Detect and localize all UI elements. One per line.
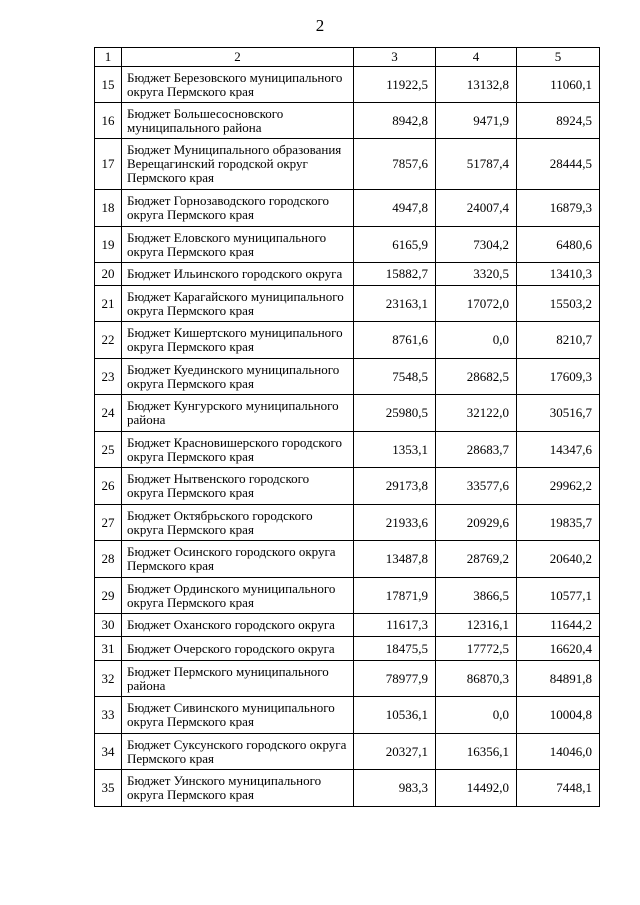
value-col-5-cell: 14046,0 [517,734,600,770]
value-col-4-cell: 28683,7 [436,432,517,468]
table-row [95,770,600,807]
row-number-cell: 15 [95,67,122,103]
table-row [95,227,600,263]
budget-name-cell: Бюджет Сивинского муниципального округа Пермского края [122,697,354,734]
budget-name-cell: Бюджет Березовского муниципального округа Пермского края [122,67,354,103]
row-number-cell: 33 [95,697,122,734]
budget-name-cell: Бюджет Нытвенского городского округа Пермского края [122,468,354,505]
value-col-4-cell: 0,0 [436,697,517,734]
table-header-row [95,48,600,67]
value-col-4-cell: 3320,5 [436,263,517,286]
table-row [95,578,600,614]
value-col-4-cell: 17072,0 [436,286,517,322]
budget-name-cell: Бюджет Очерского городского округа [122,637,354,661]
budget-name-cell: Бюджет Кишертского муниципального округа Пермского края [122,322,354,359]
value-col-3-cell: 7857,6 [354,139,436,190]
value-col-4-cell: 3866,5 [436,578,517,614]
table-row [95,103,600,139]
value-col-3-cell: 17871,9 [354,578,436,614]
value-col-3-cell: 8942,8 [354,103,436,139]
value-col-3-cell: 18475,5 [354,637,436,661]
value-col-5-cell: 14347,6 [517,432,600,468]
value-col-5-cell: 10577,1 [517,578,600,614]
budget-name-cell: Бюджет Оханского городского округа [122,614,354,637]
value-col-5-cell: 11060,1 [517,67,600,103]
table-row [95,468,600,505]
value-col-3-cell: 78977,9 [354,661,436,697]
value-col-5-cell: 28444,5 [517,139,600,190]
row-number-cell: 16 [95,103,122,139]
page-number: 2 [315,16,325,35]
value-col-5-cell: 8924,5 [517,103,600,139]
budget-name-cell: Бюджет Пермского муниципального района [122,661,354,697]
table-row [95,661,600,697]
value-col-5-cell: 84891,8 [517,661,600,697]
value-col-4-cell: 28769,2 [436,541,517,578]
value-col-4-cell: 12316,1 [436,614,517,637]
row-number-cell: 35 [95,770,122,807]
budget-name-cell: Бюджет Большесосновского муниципального района [122,103,354,139]
row-number-cell: 29 [95,578,122,614]
column-header: 2 [122,48,354,67]
value-col-3-cell: 6165,9 [354,227,436,263]
value-col-5-cell: 15503,2 [517,286,600,322]
value-col-5-cell: 8210,7 [517,322,600,359]
column-header: 5 [517,48,600,67]
table-row [95,395,600,432]
column-header: 1 [95,48,122,67]
value-col-5-cell: 7448,1 [517,770,600,807]
table-row [95,432,600,468]
row-number-cell: 32 [95,661,122,697]
table-row [95,637,600,661]
row-number-cell: 23 [95,359,122,395]
value-col-5-cell: 20640,2 [517,541,600,578]
row-number-cell: 27 [95,505,122,541]
value-col-3-cell: 7548,5 [354,359,436,395]
value-col-4-cell: 13132,8 [436,67,517,103]
table-row [95,614,600,637]
budget-name-cell: Бюджет Осинского городского округа Пермского края [122,541,354,578]
column-header: 4 [436,48,517,67]
value-col-3-cell: 8761,6 [354,322,436,359]
value-col-4-cell: 33577,6 [436,468,517,505]
row-number-cell: 21 [95,286,122,322]
value-col-5-cell: 17609,3 [517,359,600,395]
row-number-cell: 28 [95,541,122,578]
value-col-3-cell: 10536,1 [354,697,436,734]
budget-name-cell: Бюджет Еловского муниципального округа Пермского края [122,227,354,263]
budget-name-cell: Бюджет Горнозаводского городского округа Пермского края [122,190,354,227]
budget-name-cell: Бюджет Суксунского городского округа Пермского края [122,734,354,770]
value-col-5-cell: 11644,2 [517,614,600,637]
row-number-cell: 34 [95,734,122,770]
table-row [95,734,600,770]
budget-name-cell: Бюджет Ординского муниципального округа Пермского края [122,578,354,614]
value-col-4-cell: 17772,5 [436,637,517,661]
budget-name-cell: Бюджет Красновишерского городского округа Пермского края [122,432,354,468]
budget-name-cell: Бюджет Уинского муниципального округа Пермского края [122,770,354,807]
value-col-4-cell: 20929,6 [436,505,517,541]
value-col-3-cell: 11922,5 [354,67,436,103]
value-col-5-cell: 13410,3 [517,263,600,286]
row-number-cell: 24 [95,395,122,432]
budget-name-cell: Бюджет Кунгурского муниципального района [122,395,354,432]
row-number-cell: 22 [95,322,122,359]
budget-name-cell: Бюджет Ильинского городского округа [122,263,354,286]
value-col-5-cell: 16620,4 [517,637,600,661]
value-col-4-cell: 86870,3 [436,661,517,697]
value-col-4-cell: 32122,0 [436,395,517,432]
value-col-5-cell: 29962,2 [517,468,600,505]
budget-name-cell: Бюджет Куединского муниципального округа Пермского края [122,359,354,395]
value-col-3-cell: 4947,8 [354,190,436,227]
row-number-cell: 17 [95,139,122,190]
row-number-cell: 26 [95,468,122,505]
budget-table-body [95,48,600,807]
table-row [95,359,600,395]
budget-table [94,47,600,807]
value-col-4-cell: 14492,0 [436,770,517,807]
value-col-4-cell: 51787,4 [436,139,517,190]
value-col-3-cell: 21933,6 [354,505,436,541]
value-col-4-cell: 7304,2 [436,227,517,263]
table-row [95,263,600,286]
table-row [95,190,600,227]
value-col-3-cell: 15882,7 [354,263,436,286]
value-col-5-cell: 30516,7 [517,395,600,432]
value-col-3-cell: 13487,8 [354,541,436,578]
value-col-5-cell: 19835,7 [517,505,600,541]
row-number-cell: 20 [95,263,122,286]
value-col-5-cell: 16879,3 [517,190,600,227]
value-col-5-cell: 6480,6 [517,227,600,263]
value-col-4-cell: 16356,1 [436,734,517,770]
row-number-cell: 19 [95,227,122,263]
table-row [95,67,600,103]
row-number-cell: 30 [95,614,122,637]
value-col-4-cell: 9471,9 [436,103,517,139]
table-row [95,139,600,190]
budget-name-cell: Бюджет Карагайского муниципального округа Пермского края [122,286,354,322]
table-row [95,505,600,541]
value-col-3-cell: 29173,8 [354,468,436,505]
value-col-4-cell: 24007,4 [436,190,517,227]
value-col-3-cell: 23163,1 [354,286,436,322]
value-col-3-cell: 983,3 [354,770,436,807]
value-col-3-cell: 20327,1 [354,734,436,770]
table-row [95,286,600,322]
value-col-4-cell: 0,0 [436,322,517,359]
budget-name-cell: Бюджет Муниципального образования Верещагинский городской округ Пермского края [122,139,354,190]
value-col-3-cell: 11617,3 [354,614,436,637]
row-number-cell: 31 [95,637,122,661]
budget-name-cell: Бюджет Октябрьского городского округа Пермского края [122,505,354,541]
value-col-5-cell: 10004,8 [517,697,600,734]
row-number-cell: 18 [95,190,122,227]
value-col-3-cell: 25980,5 [354,395,436,432]
table-row [95,322,600,359]
table-row [95,697,600,734]
column-header: 3 [354,48,436,67]
table-row [95,541,600,578]
value-col-4-cell: 28682,5 [436,359,517,395]
row-number-cell: 25 [95,432,122,468]
value-col-3-cell: 1353,1 [354,432,436,468]
